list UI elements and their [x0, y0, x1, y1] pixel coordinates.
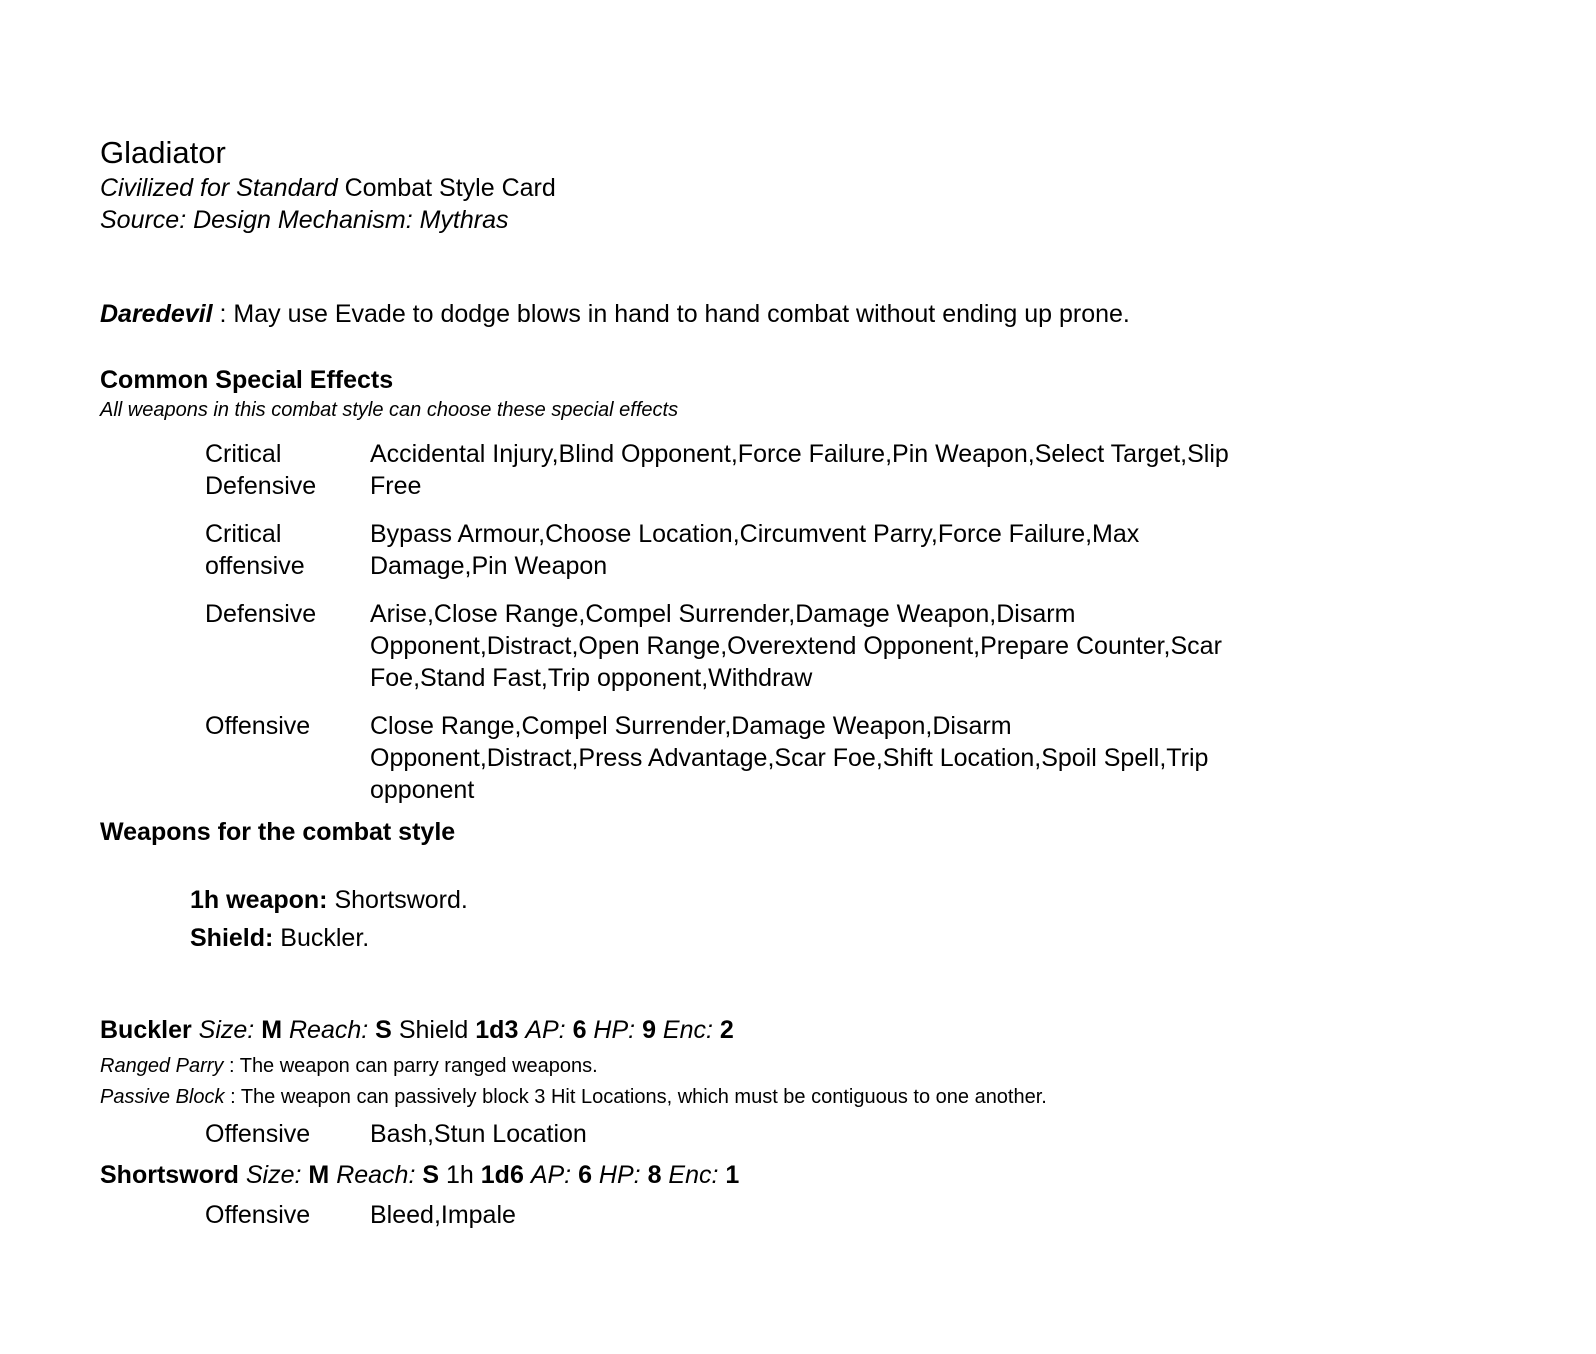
style-trait-description: : May use Evade to dodge blows in hand to hand combat without ending up prone.: [219, 300, 1130, 328]
special-effects-row: [205, 518, 1278, 582]
weapons-section-heading: Weapons for the combat style: [100, 818, 456, 846]
reach-label: Reach:: [336, 1161, 416, 1189]
source-line: Source: Design Mechanism: Mythras: [100, 206, 509, 234]
effect-category: Offensive: [205, 1120, 311, 1148]
reach-value: S: [422, 1161, 440, 1189]
effect-category: Critical offensive: [205, 520, 305, 580]
style-qualifier: Civilized for Standard: [100, 174, 338, 202]
ap-label: AP:: [525, 1016, 566, 1044]
subtitle-line: [100, 172, 556, 204]
loadout-slot-label: Shield:: [190, 924, 274, 952]
size-label: Size:: [245, 1161, 302, 1189]
weapon-trait-description: : The weapon can passively block 3 Hit Locations, which must be contiguous to one another.: [230, 1086, 1047, 1108]
enc-value: 2: [719, 1016, 734, 1044]
effect-category: Offensive: [205, 712, 311, 740]
enc-value: 1: [725, 1161, 740, 1189]
hands-value: Shield: [398, 1016, 469, 1044]
hp-value: 9: [642, 1016, 656, 1044]
effect-category: Defensive: [205, 600, 317, 628]
size-value: M: [308, 1161, 330, 1189]
card-header: [100, 134, 556, 236]
ap-value: 6: [578, 1161, 592, 1189]
size-label: Size:: [198, 1016, 255, 1044]
weapon-trait-name: Passive Block: [100, 1086, 225, 1108]
weapon-trait-name: Ranged Parry: [100, 1055, 224, 1077]
special-effects-row: [205, 598, 1278, 694]
style-trait-name: Daredevil: [100, 300, 213, 328]
size-value: M: [261, 1016, 283, 1044]
reach-label: Reach:: [289, 1016, 369, 1044]
hands-value: 1h: [446, 1161, 474, 1189]
weapon-statline-buckler: [100, 1014, 734, 1046]
special-effects-row: [205, 710, 1278, 806]
style-trait-line: [100, 298, 1130, 330]
weapon-statline-shortsword: [100, 1159, 739, 1191]
special-effects-row: [205, 438, 1278, 502]
enc-label: Enc:: [668, 1161, 719, 1189]
weapon-trait-description: : The weapon can parry ranged weapons.: [228, 1055, 598, 1077]
weapon-trait-line: [100, 1082, 1047, 1113]
page-title: Gladiator: [100, 135, 226, 170]
weapon-effects-row-shortsword: [205, 1199, 1278, 1231]
loadout-slot-label: 1h weapon:: [190, 886, 328, 914]
loadout-value: Shortsword.: [334, 886, 468, 914]
effect-list: Arise,Close Range,Compel Surrender,Damage Weapon,Disarm Opponent,Distract,Open Range,Overextend Opponent,Prepare Counter,Scar Foe,Stand Fast,Trip opponent,Withdraw: [370, 600, 1222, 692]
loadout-line: [190, 922, 468, 954]
weapon-name: Buckler: [100, 1016, 192, 1044]
ap-value: 6: [572, 1016, 587, 1044]
hp-label: HP:: [593, 1016, 636, 1044]
weapon-effects-row-buckler: [205, 1118, 1278, 1150]
card-type-label: Combat Style Card: [344, 174, 556, 202]
hp-value: 8: [647, 1161, 662, 1189]
weapon-loadout: [190, 884, 468, 960]
effect-list: Bash,Stun Location: [370, 1120, 587, 1148]
common-special-effects-note: All weapons in this combat style can choose these special effects: [100, 399, 679, 421]
weapon-traits-buckler: [100, 1051, 1047, 1113]
effect-list: Accidental Injury,Blind Opponent,Force Failure,Pin Weapon,Select Target,Slip Free: [370, 440, 1229, 500]
damage-value: 1d6: [480, 1161, 524, 1189]
effect-category: Offensive: [205, 1201, 311, 1229]
effect-list: Close Range,Compel Surrender,Damage Weapon,Disarm Opponent,Distract,Press Advantage,Scar Foe,Shift Location,Spoil Spell,Trip opponent: [370, 712, 1209, 804]
effect-list: Bypass Armour,Choose Location,Circumvent Parry,Force Failure,Max Damage,Pin Weapon: [370, 520, 1140, 580]
special-effects-table: [205, 438, 1278, 822]
ap-label: AP:: [530, 1161, 572, 1189]
reach-value: S: [375, 1016, 392, 1044]
damage-value: 1d3: [475, 1016, 519, 1044]
effect-list: Bleed,Impale: [370, 1201, 516, 1229]
weapon-name: Shortsword: [100, 1161, 239, 1189]
weapon-trait-line: [100, 1051, 1047, 1082]
hp-label: HP:: [598, 1161, 641, 1189]
loadout-line: [190, 884, 468, 916]
enc-label: Enc:: [662, 1016, 713, 1044]
effect-category: Critical Defensive: [205, 440, 317, 500]
loadout-value: Buckler.: [280, 924, 370, 952]
common-special-effects-heading: Common Special Effects: [100, 366, 394, 394]
